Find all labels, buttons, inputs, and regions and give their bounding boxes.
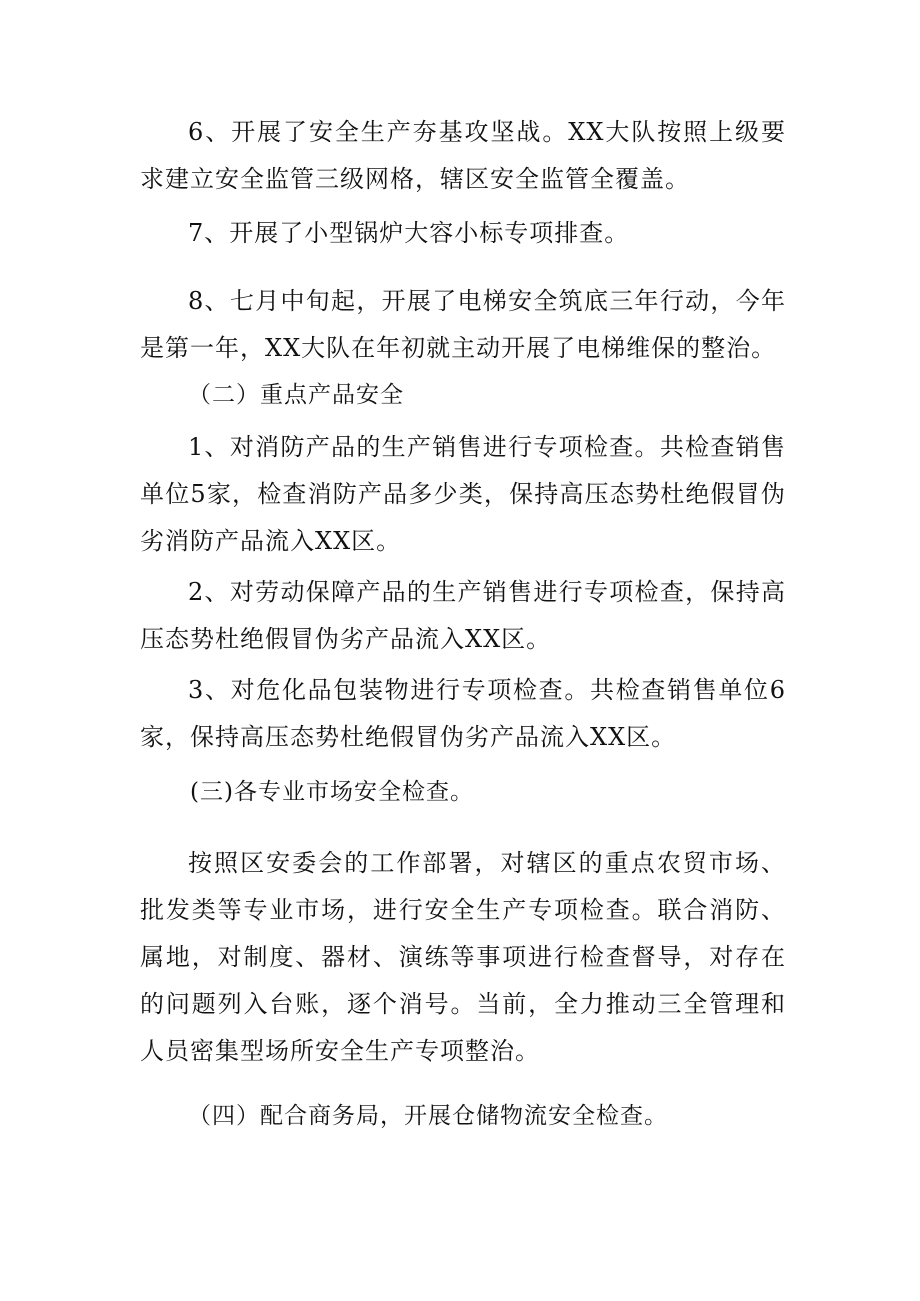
paragraph-section2-item-1: 1、对消防产品的生产销售进行专项检查。共检查销售单位5家，检查消防产品多少类，保持高压态势杜绝假冒伪劣消防产品流入XX区。 (140, 433, 786, 555)
paragraph-item-7: 7、开展了小型锅炉大容小标专项排查。 (188, 219, 630, 247)
paragraph-section2-item-2: 2、对劳动保障产品的生产销售进行专项检查，保持高压态势杜绝假冒伪劣产品流入XX区。 (140, 578, 786, 653)
paragraph-item-6: 6、开展了安全生产夯基攻坚战。XX大队按照上级要求建立安全监管三级网格，辖区安全监管全覆盖。 (140, 118, 786, 193)
paragraph-section3-body: 按照区安委会的工作部署，对辖区的重点农贸市场、批发类等专业市场，进行安全生产专项检查。联合消防、属地，对制度、器材、演练等事项进行检查督导，对存在的问题列入台账，逐个消号。当前，全力推动三全管理和人员密集型场所安全生产专项整治。 (140, 849, 786, 1065)
section-heading-4: （四）配合商务局，开展仓储物流安全检查。 (188, 1103, 668, 1129)
section-heading-3: (三)各专业市场安全检查。 (190, 779, 474, 805)
paragraph-section2-item-3: 3、对危化品包装物进行专项检查。共检查销售单位6家，保持高压态势杜绝假冒伪劣产品流入XX区。 (140, 676, 786, 751)
paragraph-item-8: 8、七月中旬起，开展了电梯安全筑底三年行动，今年是第一年，XX大队在年初就主动开展了电梯维保的整治。 (140, 287, 786, 362)
section-heading-2: （二）重点产品安全 (188, 382, 404, 408)
